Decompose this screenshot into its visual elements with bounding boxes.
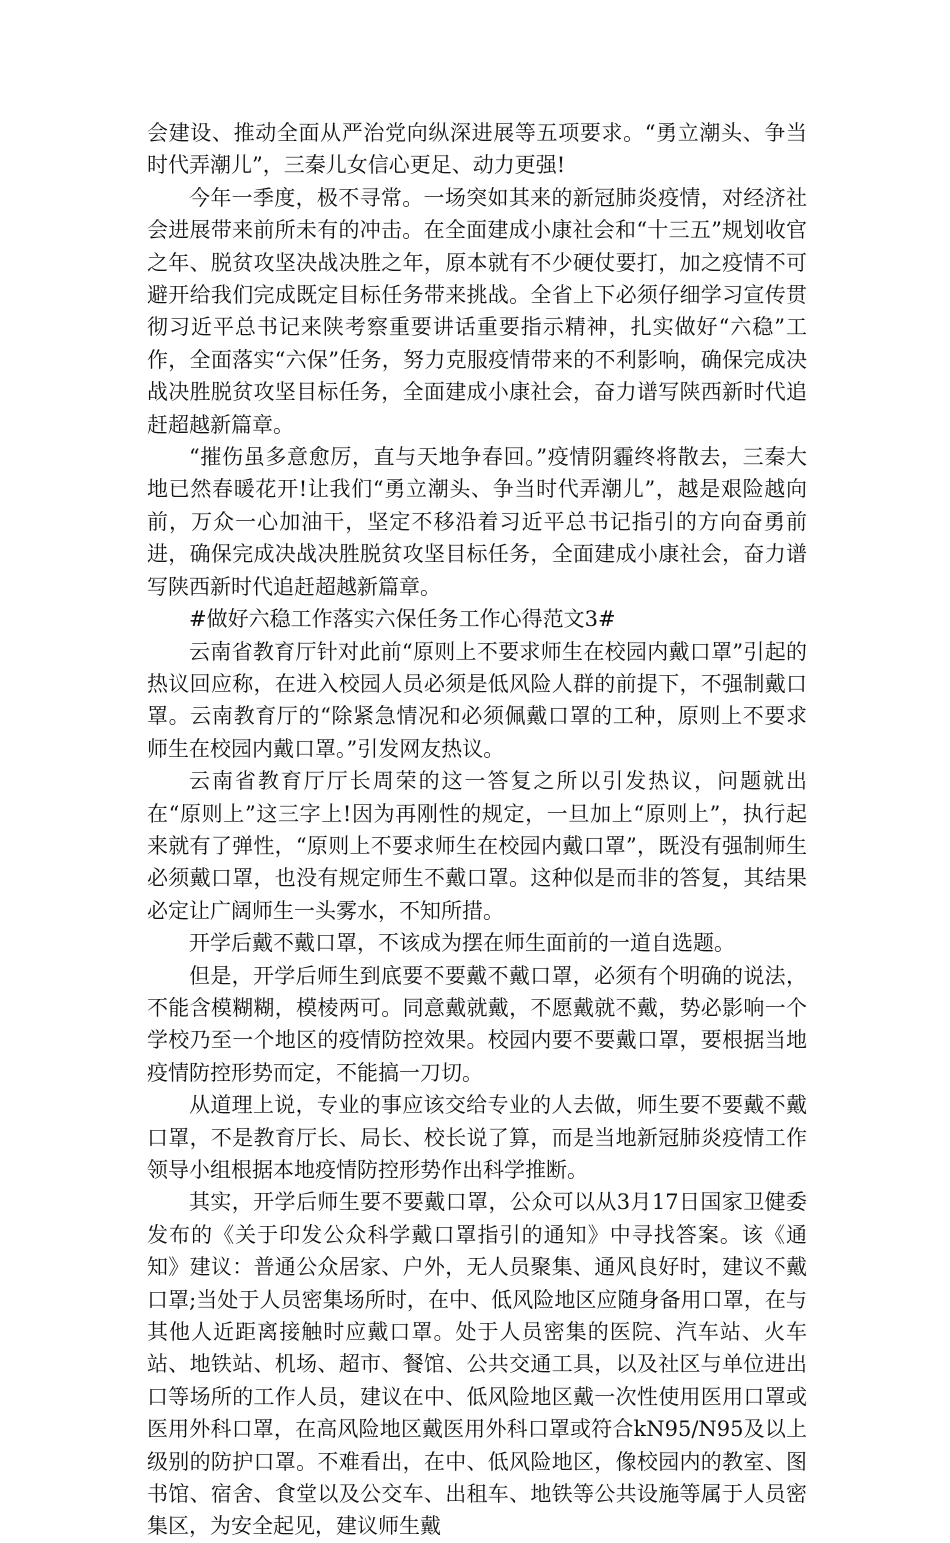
paragraph: 但是，开学后师生到底要不要戴不戴口罩，必须有个明确的说法，不能含模糊糊，模棱两可。同意戴就戴，不愿戴就不戴，势必影响一个学校乃至一个地区的疫情防控效果。校园内要不要戴口罩，要根据当地疫情防控形势而定，不能搞一刀切。 <box>147 963 807 1085</box>
paragraph: 其实，开学后师生要不要戴口罩，公众可以从3月17日国家卫健委发布的《关于印发公众科学戴口罩指引的通知》中寻找答案。该《通知》建议：普通公众居家、户外，无人员聚集、通风良好时，建议不戴口罩;当处于人员密集场所时，在中、低风险地区应随身备用口罩，在与其他人近距离接触时应戴口罩。处于人员密集的医院、汽车站、火车站、地铁站、机场、超市、餐馆、公共交通工具，以及社区与单位进出口等场所的工作人员，建议在中、低风险地区戴一次性使用医用口罩或医用外科口罩，在高风险地区戴医用外科口罩或符合kN95/N95及以上级别的防护口罩。不难看出，在中、低风险地区，像校园内的教室、图书馆、宿舍、食堂以及公交车、出租车、地铁等公共设施等属于人员密集区，为安全起见，建议师生戴 <box>147 1190 807 1539</box>
paragraph: 从道理上说，专业的事应该交给专业的人去做，师生要不要戴不戴口罩，不是教育厅长、局长、校长说了算，而是当地新冠肺炎疫情工作领导小组根据本地疫情防控形势作出科学推断。 <box>147 1093 807 1182</box>
paragraph: 云南省教育厅针对此前“原则上不要求师生在校园内戴口罩”引起的热议回应称，在进入校园人员必须是低风险人群的前提下，不强制戴口罩。云南教育厅的“除紧急情况和必须佩戴口罩的工种，原则上不要求师生在校园内戴口罩。”引发网友热议。 <box>147 639 807 761</box>
paragraph: 云南省教育厅厅长周荣的这一答复之所以引发热议，问题就出在“原则上”这三字上!因为再刚性的规定，一旦加上“原则上”，执行起来就有了弹性，“原则上不要求师生在校园内戴口罩”，既没有强制师生必须戴口罩，也没有规定师生不戴口罩。这种似是而非的答复，其结果必定让广阔师生一头雾水，不知所措。 <box>147 769 807 923</box>
paragraph: 会建设、推动全面从严治党向纵深进展等五项要求。“勇立潮头、争当时代弄潮儿”，三秦儿女信心更足、动力更强! <box>147 121 807 178</box>
document-body <box>147 117 807 1543</box>
paragraph: 开学后戴不戴口罩，不该成为摆在师生面前的一道自选题。 <box>189 931 735 956</box>
paragraph: “摧伤虽多意愈厉，直与天地争春回。”疫情阴霾终将散去，三秦大地已然春暖花开!让我们“勇立潮头、争当时代弄潮儿”，越是艰险越向前，万众一心加油干，坚定不移沿着习近平总书记指引的方向奋勇前进，确保完成决战决胜脱贫攻坚目标任务，全面建成小康社会，奋力谱写陕西新时代追赶超越新篇章。 <box>147 445 807 599</box>
section-heading: #做好六稳工作落实六保任务工作心得范文3# <box>189 607 616 632</box>
paragraph: 今年一季度，极不寻常。一场突如其来的新冠肺炎疫情，对经济社会进展带来前所未有的冲击。在全面建成小康社会和“十三五”规划收官之年、脱贫攻坚决战决胜之年，原本就有不少硬仗要打，加之疫情不可避开给我们完成既定目标任务带来挑战。全省上下必须仔细学习宣传贯彻习近平总书记来陕考察重要讲话重要指示精神，扎实做好“六稳”工作，全面落实“六保”任务，努力克服疫情带来的不利影响，确保完成决战决胜脱贫攻坚目标任务，全面建成小康社会，奋力谱写陕西新时代追赶超越新篇章。 <box>147 185 807 437</box>
